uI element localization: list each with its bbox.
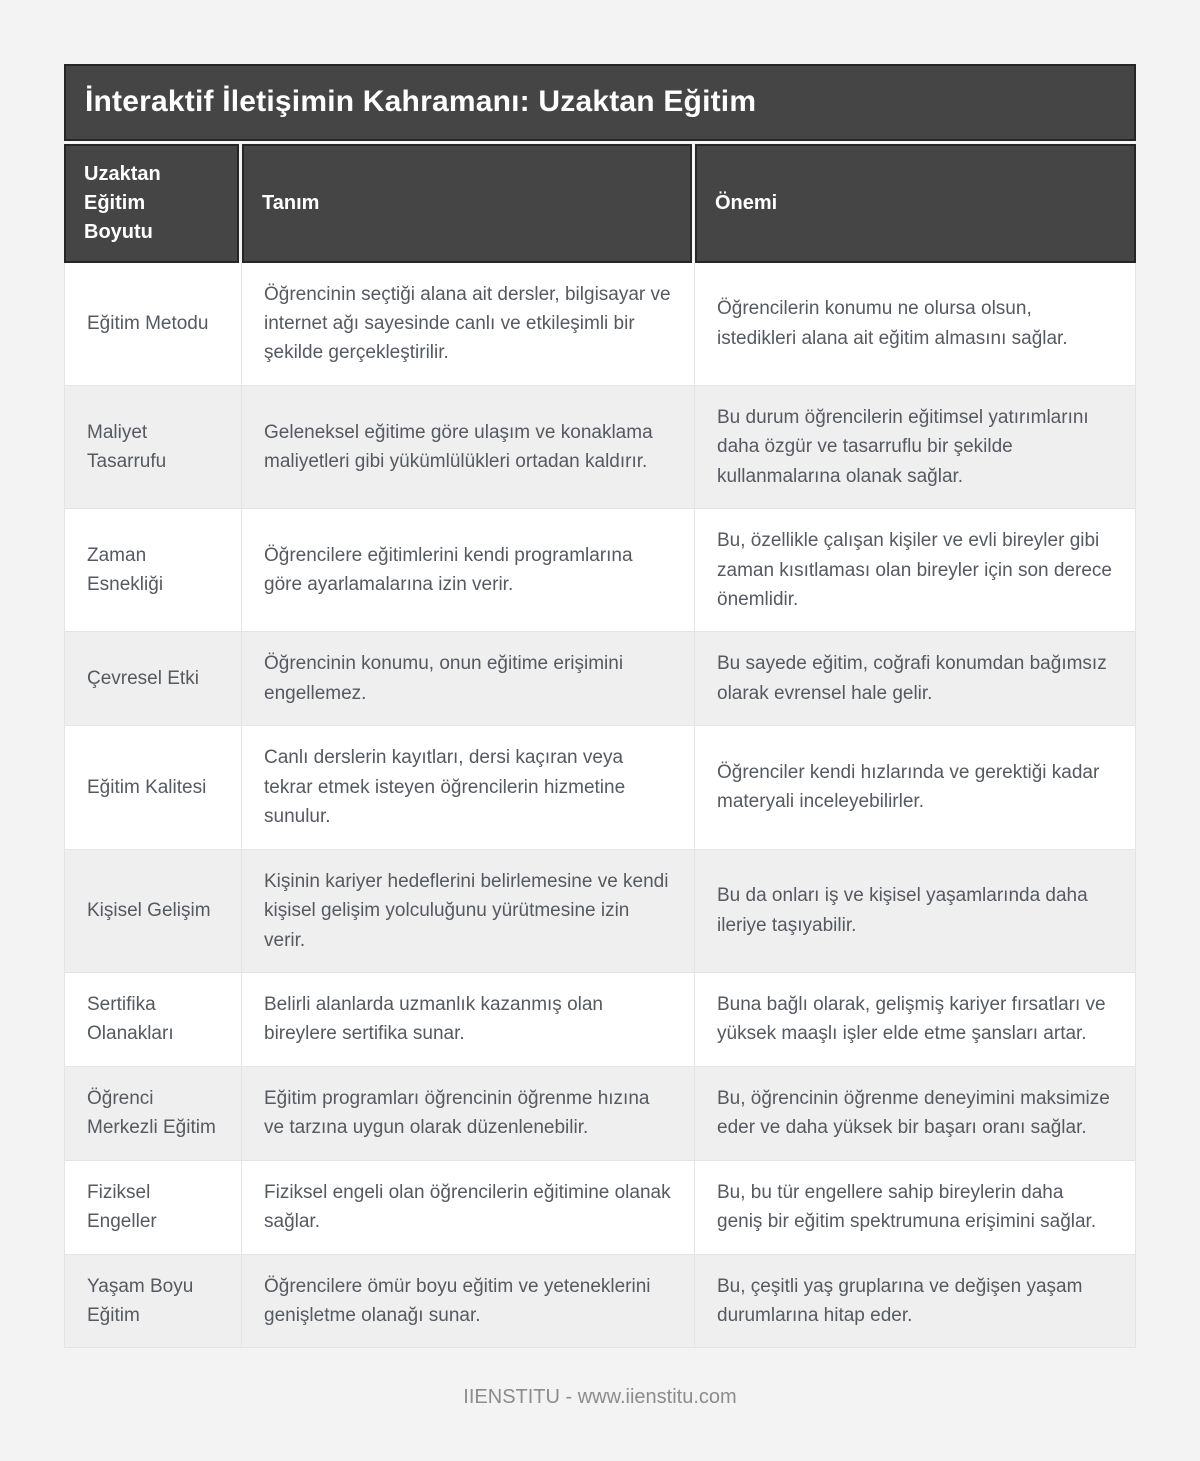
table-row bbox=[64, 849, 1136, 972]
cell-onemi: Bu, özellikle çalışan kişiler ve evli bireyler gibi zaman kısıtlaması olan bireyler için son derece önemlidir. bbox=[695, 508, 1136, 631]
table-row bbox=[64, 508, 1136, 631]
table-card bbox=[64, 64, 1136, 1348]
column-header-tanim: Tanım bbox=[242, 144, 692, 263]
cell-tanim: Öğrencinin konumu, onun eğitime erişimini engellemez. bbox=[242, 631, 695, 725]
table-row bbox=[64, 725, 1136, 848]
cell-tanim: Belirli alanlarda uzmanlık kazanmış olan bireylere sertifika sunar. bbox=[242, 972, 695, 1066]
table-row bbox=[64, 631, 1136, 725]
table-body bbox=[64, 263, 1136, 1349]
cell-boyut: Sertifika Olanakları bbox=[64, 972, 242, 1066]
cell-onemi: Bu, çeşitli yaş gruplarına ve değişen yaşam durumlarına hitap eder. bbox=[695, 1254, 1136, 1348]
cell-onemi: Bu sayede eğitim, coğrafi konumdan bağımsız olarak evrensel hale gelir. bbox=[695, 631, 1136, 725]
footer-text: IIENSTITU - www.iienstitu.com bbox=[463, 1386, 737, 1409]
cell-onemi: Bu, bu tür engellere sahip bireylerin daha geniş bir eğitim spektrumuna erişimini sağlar. bbox=[695, 1160, 1136, 1254]
cell-boyut: Eğitim Metodu bbox=[64, 263, 242, 385]
cell-tanim: Canlı derslerin kayıtları, dersi kaçıran veya tekrar etmek isteyen öğrencilerin hizmetine sunulur. bbox=[242, 725, 695, 848]
cell-onemi: Öğrenciler kendi hızlarında ve gerektiği kadar materyali inceleyebilirler. bbox=[695, 725, 1136, 848]
table-header-row bbox=[64, 144, 1136, 263]
cell-boyut: Kişisel Gelişim bbox=[64, 849, 242, 972]
cell-tanim: Eğitim programları öğrencinin öğrenme hızına ve tarzına uygun olarak düzenlenebilir. bbox=[242, 1066, 695, 1160]
cell-tanim: Geleneksel eğitime göre ulaşım ve konaklama maliyetleri gibi yükümlülükleri ortadan kaldırır. bbox=[242, 385, 695, 508]
cell-boyut: Öğrenci Merkezli Eğitim bbox=[64, 1066, 242, 1160]
table-row bbox=[64, 1254, 1136, 1348]
cell-onemi: Bu, öğrencinin öğrenme deneyimini maksimize eder ve daha yüksek bir başarı oranı sağlar. bbox=[695, 1066, 1136, 1160]
cell-boyut: Zaman Esnekliği bbox=[64, 508, 242, 631]
cell-tanim: Öğrencilere ömür boyu eğitim ve yeteneklerini genişletme olanağı sunar. bbox=[242, 1254, 695, 1348]
cell-boyut: Eğitim Kalitesi bbox=[64, 725, 242, 848]
cell-tanim: Kişinin kariyer hedeflerini belirlemesine ve kendi kişisel gelişim yolculuğunu yürütmesine izin verir. bbox=[242, 849, 695, 972]
column-header-onemi: Önemi bbox=[695, 144, 1136, 263]
cell-onemi: Öğrencilerin konumu ne olursa olsun, istedikleri alana ait eğitim almasını sağlar. bbox=[695, 263, 1136, 385]
page-title: İnteraktif İletişimin Kahramanı: Uzaktan Eğitim bbox=[64, 64, 1136, 141]
cell-tanim: Öğrencinin seçtiği alana ait dersler, bilgisayar ve internet ağı sayesinde canlı ve etkileşimli bir şekilde gerçekleştirilir. bbox=[242, 263, 695, 385]
cell-boyut: Çevresel Etki bbox=[64, 631, 242, 725]
cell-boyut: Maliyet Tasarrufu bbox=[64, 385, 242, 508]
cell-boyut: Fiziksel Engeller bbox=[64, 1160, 242, 1254]
table-row bbox=[64, 1066, 1136, 1160]
cell-tanim: Öğrencilere eğitimlerini kendi programlarına göre ayarlamalarına izin verir. bbox=[242, 508, 695, 631]
table-row bbox=[64, 263, 1136, 385]
cell-tanim: Fiziksel engeli olan öğrencilerin eğitimine olanak sağlar. bbox=[242, 1160, 695, 1254]
cell-onemi: Bu da onları iş ve kişisel yaşamlarında daha ileriye taşıyabilir. bbox=[695, 849, 1136, 972]
cell-onemi: Bu durum öğrencilerin eğitimsel yatırımlarını daha özgür ve tasarruflu bir şekilde kullanmalarına olanak sağlar. bbox=[695, 385, 1136, 508]
table-row bbox=[64, 972, 1136, 1066]
cell-boyut: Yaşam Boyu Eğitim bbox=[64, 1254, 242, 1348]
table-row bbox=[64, 1160, 1136, 1254]
cell-onemi: Buna bağlı olarak, gelişmiş kariyer fırsatları ve yüksek maaşlı işler elde etme şansları artar. bbox=[695, 972, 1136, 1066]
table-row bbox=[64, 385, 1136, 508]
column-header-boyut: Uzaktan Eğitim Boyutu bbox=[64, 144, 239, 263]
